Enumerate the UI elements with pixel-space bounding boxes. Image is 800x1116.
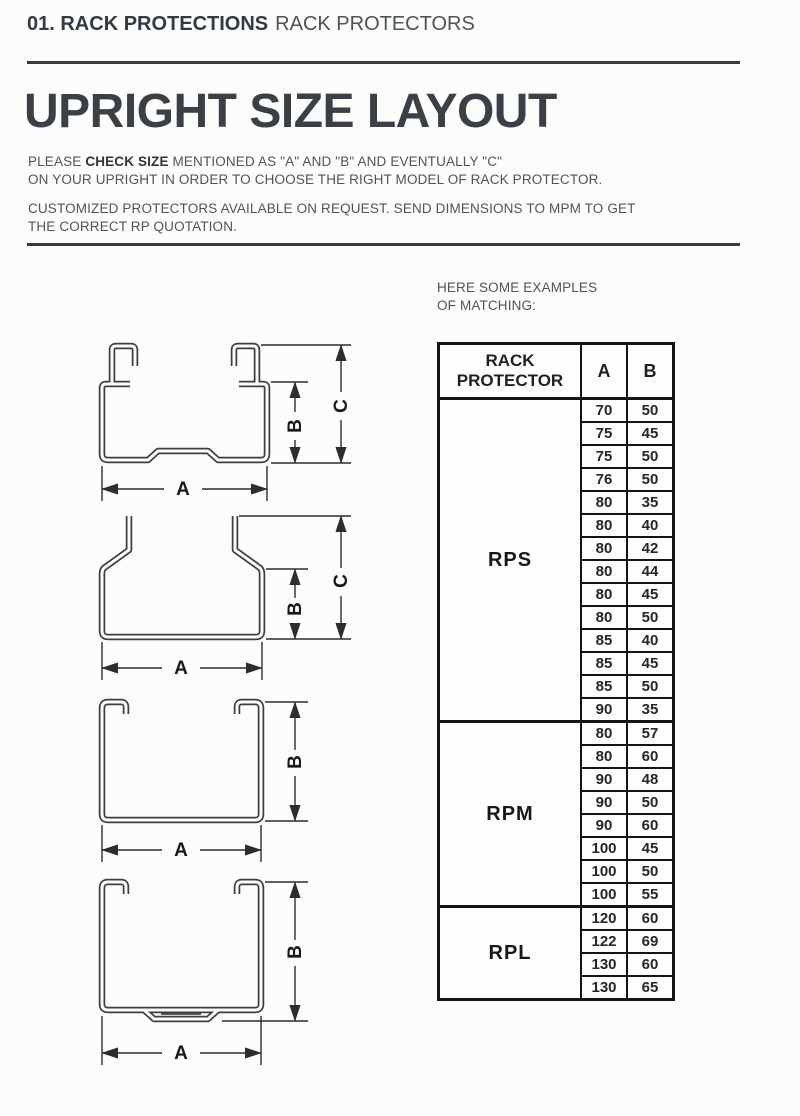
intro-text: ON YOUR UPRIGHT IN ORDER TO CHOOSE THE RIGHT MODEL OF RACK PROTECTOR. (28, 172, 603, 187)
col-header-a: A (581, 344, 627, 399)
value-b: 35 (627, 698, 674, 722)
dim-label-b: B (285, 755, 306, 769)
value-b: 40 (627, 629, 674, 652)
table-row (439, 399, 674, 423)
value-b: 45 (627, 583, 674, 606)
dimension-lines (102, 702, 308, 862)
value-b: 35 (627, 491, 674, 514)
value-a: 100 (581, 883, 627, 907)
value-a: 90 (581, 768, 627, 791)
value-a: 80 (581, 583, 627, 606)
profile-outline (102, 346, 267, 460)
value-a: 100 (581, 860, 627, 883)
intro-text-bold: CHECK SIZE (85, 154, 169, 169)
value-b: 45 (627, 837, 674, 860)
intro-text: MENTIONED AS "A" AND "B" AND EVENTUALLY "C" (168, 154, 503, 169)
dim-label-c: C (331, 574, 352, 588)
value-a: 80 (581, 514, 627, 537)
dim-label-a: A (174, 840, 188, 861)
value-a: 76 (581, 468, 627, 491)
value-a: 80 (581, 722, 627, 746)
intro-text: PLEASE (28, 154, 86, 169)
value-a: 100 (581, 837, 627, 860)
value-b: 50 (627, 791, 674, 814)
value-b: 48 (627, 768, 674, 791)
dim-label-a: A (174, 1043, 188, 1064)
table-row (439, 722, 674, 746)
dimension-lines (102, 516, 352, 680)
model-cell-rpm: RPM (439, 722, 582, 907)
value-b: 50 (627, 468, 674, 491)
dim-label-c: C (331, 399, 352, 413)
value-b: 65 (627, 976, 674, 1000)
table-header-row (439, 344, 674, 399)
value-b: 60 (627, 814, 674, 837)
page-header (27, 13, 475, 36)
model-cell-rps: RPS (439, 399, 582, 722)
value-b: 50 (627, 675, 674, 698)
upright-diagram-3 (60, 690, 380, 868)
intro-paragraph-2 (28, 200, 636, 236)
value-b: 50 (627, 445, 674, 468)
value-a: 120 (581, 907, 627, 931)
intro-text: CUSTOMIZED PROTECTORS AVAILABLE ON REQUEST. SEND DIMENSIONS TO MPM TO GET (28, 201, 636, 216)
value-a: 130 (581, 953, 627, 976)
value-b: 60 (627, 907, 674, 931)
intro-paragraph-1 (28, 153, 602, 189)
dim-label-a: A (174, 658, 188, 679)
value-a: 122 (581, 930, 627, 953)
value-b: 50 (627, 606, 674, 629)
value-a: 70 (581, 399, 627, 423)
dim-label-a: A (176, 479, 190, 500)
table-row (439, 907, 674, 931)
value-b: 42 (627, 537, 674, 560)
value-a: 130 (581, 976, 627, 1000)
profile-outline (102, 702, 261, 820)
dim-label-b: B (285, 419, 306, 433)
profile-outline (102, 882, 261, 1019)
col-header-b: B (627, 344, 674, 399)
value-a: 90 (581, 791, 627, 814)
table-body (439, 399, 674, 1000)
page-title: UPRIGHT SIZE LAYOUT (24, 85, 557, 138)
value-b: 50 (627, 399, 674, 423)
matching-table (437, 342, 675, 1001)
value-a: 80 (581, 745, 627, 768)
value-b: 44 (627, 560, 674, 583)
value-b: 50 (627, 860, 674, 883)
value-b: 57 (627, 722, 674, 746)
value-a: 85 (581, 675, 627, 698)
model-cell-rpl: RPL (439, 907, 582, 1000)
value-b: 60 (627, 953, 674, 976)
section-title: 01. RACK PROTECTIONS (27, 13, 269, 35)
profile-outline (102, 516, 262, 637)
value-a: 85 (581, 629, 627, 652)
section-subtitle: RACK PROTECTORS (275, 13, 475, 35)
value-a: 90 (581, 698, 627, 722)
value-b: 69 (627, 930, 674, 953)
section-divider (27, 243, 740, 246)
dim-label-b: B (285, 945, 306, 959)
value-a: 80 (581, 560, 627, 583)
col-header-rack-protector: RACK PROTECTOR (439, 344, 582, 399)
examples-caption-line1: HERE SOME EXAMPLES (437, 280, 598, 295)
value-a: 75 (581, 445, 627, 468)
value-b: 60 (627, 745, 674, 768)
value-a: 90 (581, 814, 627, 837)
examples-caption (437, 279, 597, 315)
examples-caption-line2: OF MATCHING: (437, 298, 537, 313)
header-divider (27, 61, 740, 64)
intro-text: THE CORRECT RP QUOTATION. (28, 219, 238, 234)
value-a: 80 (581, 537, 627, 560)
value-a: 85 (581, 652, 627, 675)
value-b: 45 (627, 652, 674, 675)
value-a: 80 (581, 606, 627, 629)
value-b: 45 (627, 422, 674, 445)
upright-diagram-4 (60, 870, 380, 1082)
dimension-lines (102, 882, 308, 1065)
upright-diagram-2 (60, 506, 380, 686)
value-b: 55 (627, 883, 674, 907)
value-a: 80 (581, 491, 627, 514)
value-a: 75 (581, 422, 627, 445)
upright-diagram-1 (60, 320, 380, 518)
dim-label-b: B (285, 602, 306, 616)
dimension-lines (102, 345, 352, 501)
value-b: 40 (627, 514, 674, 537)
